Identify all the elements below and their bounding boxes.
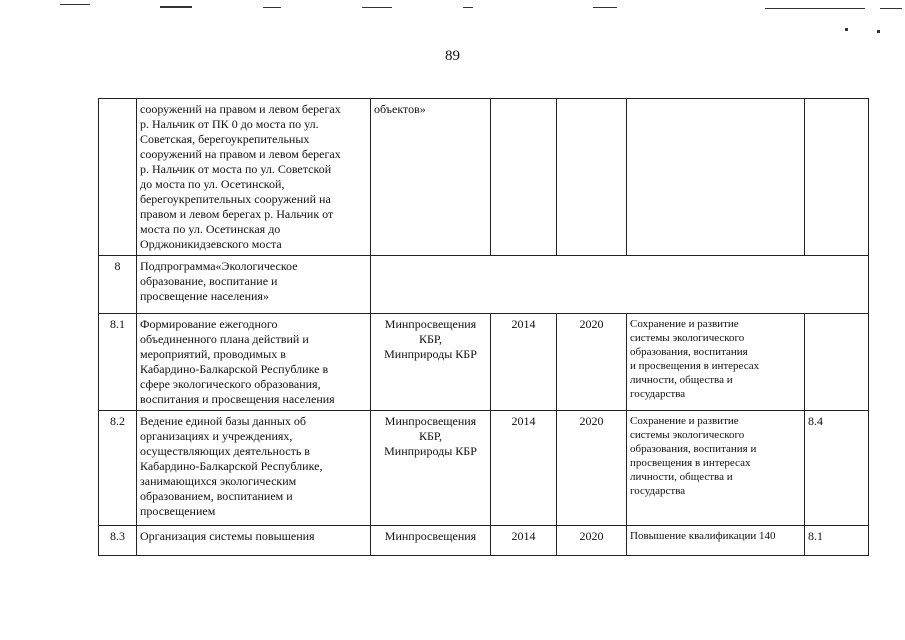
start-year-cell: 2014 xyxy=(491,526,557,556)
result-cell: Повышение квалификации 140 xyxy=(627,526,805,556)
link-cell: 8.4 xyxy=(805,411,869,526)
page-number: 89 xyxy=(445,48,460,64)
table-row xyxy=(99,99,869,256)
result-cell xyxy=(627,99,805,256)
row-number: 8.1 xyxy=(99,314,137,411)
result-cell: Сохранение и развитие системы экологического образования, воспитания и просвещения в интересах личности, общества и государства xyxy=(627,314,805,411)
activity-cell: Формирование ежегодного объединенного плана действий и мероприятий, проводимых в Кабардино-Балкарской Республике в сфере экологического образования, воспитания и просвещения населения xyxy=(137,314,371,411)
row-number: 8 xyxy=(99,256,137,314)
link-cell: 8.1 xyxy=(805,526,869,556)
start-year-cell xyxy=(491,99,557,256)
executor-cell: Минпросвещения КБР, Минприроды КБР xyxy=(371,411,491,526)
executor-cell: Минпросвещения КБР, Минприроды КБР xyxy=(371,314,491,411)
table-row xyxy=(99,256,869,314)
result-cell: Сохранение и развитие системы экологического образования, воспитания и просвещения в интересах личности, общества и государства xyxy=(627,411,805,526)
activity-cell: Организация системы повышения xyxy=(137,526,371,556)
table-row xyxy=(99,526,869,556)
end-year-cell xyxy=(557,99,627,256)
row-number: 8.2 xyxy=(99,411,137,526)
table-row xyxy=(99,314,869,411)
activity-cell: Ведение единой базы данных об организациях и учреждениях, осуществляющих деятельность в Кабардино-Балкарской Республике, занимающихся экологическим образованием, воспитанием и просвещением xyxy=(137,411,371,526)
executor-cell: объектов» xyxy=(371,99,491,256)
link-cell xyxy=(805,314,869,411)
row-number: 8.3 xyxy=(99,526,137,556)
executor-cell: Минпросвещения xyxy=(371,526,491,556)
row-number xyxy=(99,99,137,256)
end-year-cell: 2020 xyxy=(557,411,627,526)
subprogram-empty-cell xyxy=(371,256,869,314)
scan-artifacts xyxy=(0,0,905,40)
activity-cell: сооружений на правом и левом берегах р. Нальчик от ПК 0 до моста по ул. Советская, берегоукрепительных сооружений на правом и левом берегах р. Нальчик от моста по ул. Советской до моста по ул. Осетинской, берегоукрепительных сооружений на правом и левом берегах р. Нальчик от моста по ул. Осетинская до Орджоникидзевского моста xyxy=(137,99,371,256)
end-year-cell: 2020 xyxy=(557,526,627,556)
end-year-cell: 2020 xyxy=(557,314,627,411)
table-row xyxy=(99,411,869,526)
start-year-cell: 2014 xyxy=(491,314,557,411)
start-year-cell: 2014 xyxy=(491,411,557,526)
subprogram-title-cell: Подпрограмма«Экологическое образование, воспитание и просвещение населения» xyxy=(137,256,371,314)
measures-table xyxy=(98,98,869,556)
link-cell xyxy=(805,99,869,256)
